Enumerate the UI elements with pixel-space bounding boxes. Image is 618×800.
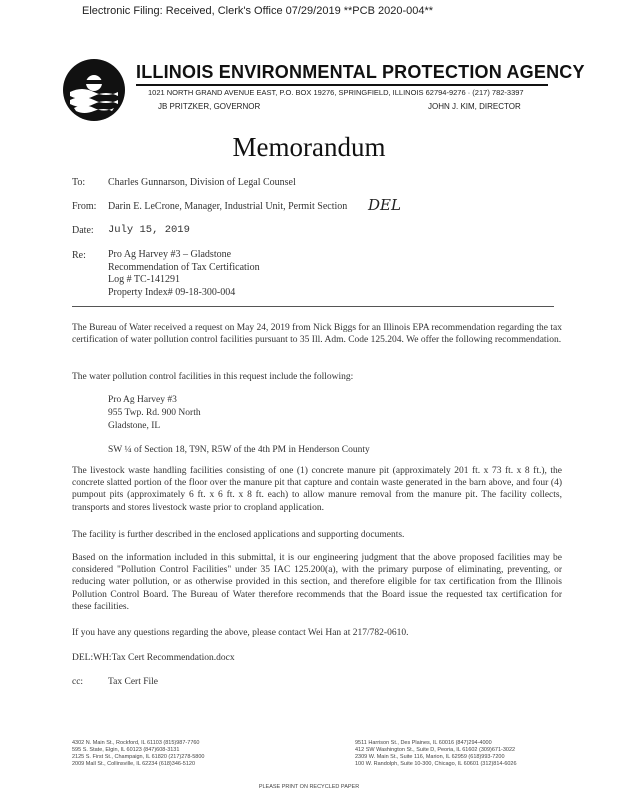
footer-office: 595 S. State, Elgin, IL 60123 (847)608-3131 <box>72 747 180 753</box>
cc-label: cc: <box>72 677 84 687</box>
from-label: From: <box>72 201 97 212</box>
facility-address <box>108 394 201 433</box>
letterhead-rule <box>136 84 548 86</box>
electronic-filing-header: Electronic Filing: Received, Clerk's Office 07/29/2019 **PCB 2020-004** <box>82 5 434 17</box>
to-value: Charles Gunnarson, Division of Legal Counsel <box>108 177 296 188</box>
to-label: To: <box>72 177 86 188</box>
footer-offices-right <box>355 740 517 768</box>
date-label: Date: <box>72 225 94 236</box>
print-note: PLEASE PRINT ON RECYCLED PAPER <box>258 784 360 790</box>
footer-office: 2309 W. Main St., Suite 116, Marion, IL 62959 (618)993-7200 <box>355 754 505 760</box>
re-line: Log # TC-141291 <box>108 274 181 285</box>
cc-value: Tax Cert File <box>108 677 158 687</box>
footer-office: 100 W. Randolph, Suite 10-300, Chicago, IL 60601 (312)814-6026 <box>355 761 517 767</box>
re-block <box>108 249 260 299</box>
re-label: Re: <box>72 250 86 261</box>
facility-location: SW ¼ of Section 18, T9N, R5W of the 4th PM in Henderson County <box>108 445 370 455</box>
footer-offices-left <box>72 740 205 768</box>
facility-line: Gladstone, IL <box>108 421 161 431</box>
governor-name: JB PRITZKER, GOVERNOR <box>158 102 261 111</box>
agency-name: ILLINOIS ENVIRONMENTAL PROTECTION AGENCY <box>136 62 585 82</box>
paragraph-further-described: The facility is further described in the enclosed applications and supporting documents. <box>72 530 405 540</box>
header-divider <box>72 306 554 307</box>
paragraph-facilities-intro: The water pollution control facilities in this request include the following: <box>72 372 354 382</box>
re-line: Property Index# 09-18-300-004 <box>108 286 236 298</box>
reference-line: DEL:WH:Tax Cert Recommendation.docx <box>72 653 235 663</box>
facility-line: 955 Twp. Rd. 900 North <box>108 408 201 418</box>
from-value: Darin E. LeCrone, Manager, Industrial Unit, Permit Section <box>108 201 348 212</box>
paragraph-description: The livestock waste handling facilities consisting of one (1) concrete manure pit (approximately 201 ft. x 73 ft. x 8 ft.), the concrete slatted portion of the floor over the manure pit that capture and contain waste generated in the barn above, and four (4) pumpout pits (approximately 6 ft. x 6 ft. x 8 ft. each) to allow manure removal from the manure pit. The facility collects, transports and stores livestock waste prior to cropland application. <box>72 466 562 513</box>
footer-office: 412 SW Washington St., Suite D, Peoria, IL 61602 (309)671-3022 <box>355 747 516 753</box>
facility-line: Pro Ag Harvey #3 <box>108 395 177 405</box>
paragraph-request: The Bureau of Water received a request on May 24, 2019 from Nick Biggs for an Illinois EPA recommendation regarding the tax certification of water pollution control facilities pursuant to 35 Ill. Adm. Code 125.204. We offer the following recommendation. <box>72 323 562 346</box>
re-line: Recommendation of Tax Certification <box>108 261 260 273</box>
paragraph-contact: If you have any questions regarding the above, please contact Wei Han at 217/782-0610. <box>72 628 409 638</box>
director-name: JOHN J. KIM, DIRECTOR <box>428 102 521 111</box>
paragraph-recommendation: Based on the information included in this submittal, it is our engineering judgment that the above proposed facilities may be considered "Pollution Control Facilities" under 35 IAC 125.200(a), with the primary purpose of eliminating, preventing, or reducing water pollution, or as otherwise provided in this section, and therefore eligible for tax certification from the Illinois Pollution Control Board. The Bureau of Water therefore recommends that the Board issue the requested tax certification for these facilities. <box>72 553 562 612</box>
agency-address: 1021 NORTH GRAND AVENUE EAST, P.O. BOX 19276, SPRINGFIELD, ILLINOIS 62794-9276 · (217) 782-3397 <box>148 88 524 97</box>
footer-office: 4302 N. Main St., Rockford, IL 61103 (815)987-7760 <box>72 740 200 746</box>
footer-office: 9511 Harrison St., Des Plaines, IL 60016 (847)294-4000 <box>355 740 492 746</box>
handwritten-initials: DEL <box>368 196 401 214</box>
re-line: Pro Ag Harvey #3 – Gladstone <box>108 249 232 260</box>
iepa-logo <box>62 58 126 122</box>
memo-title: Memorandum <box>232 132 386 162</box>
date-value: July 15, 2019 <box>108 224 190 236</box>
footer-office: 2125 S. First St., Champaign, IL 61820 (217)278-5800 <box>72 754 205 760</box>
footer-office: 2009 Mall St., Collinsville, IL 62234 (618)346-5120 <box>72 761 196 767</box>
